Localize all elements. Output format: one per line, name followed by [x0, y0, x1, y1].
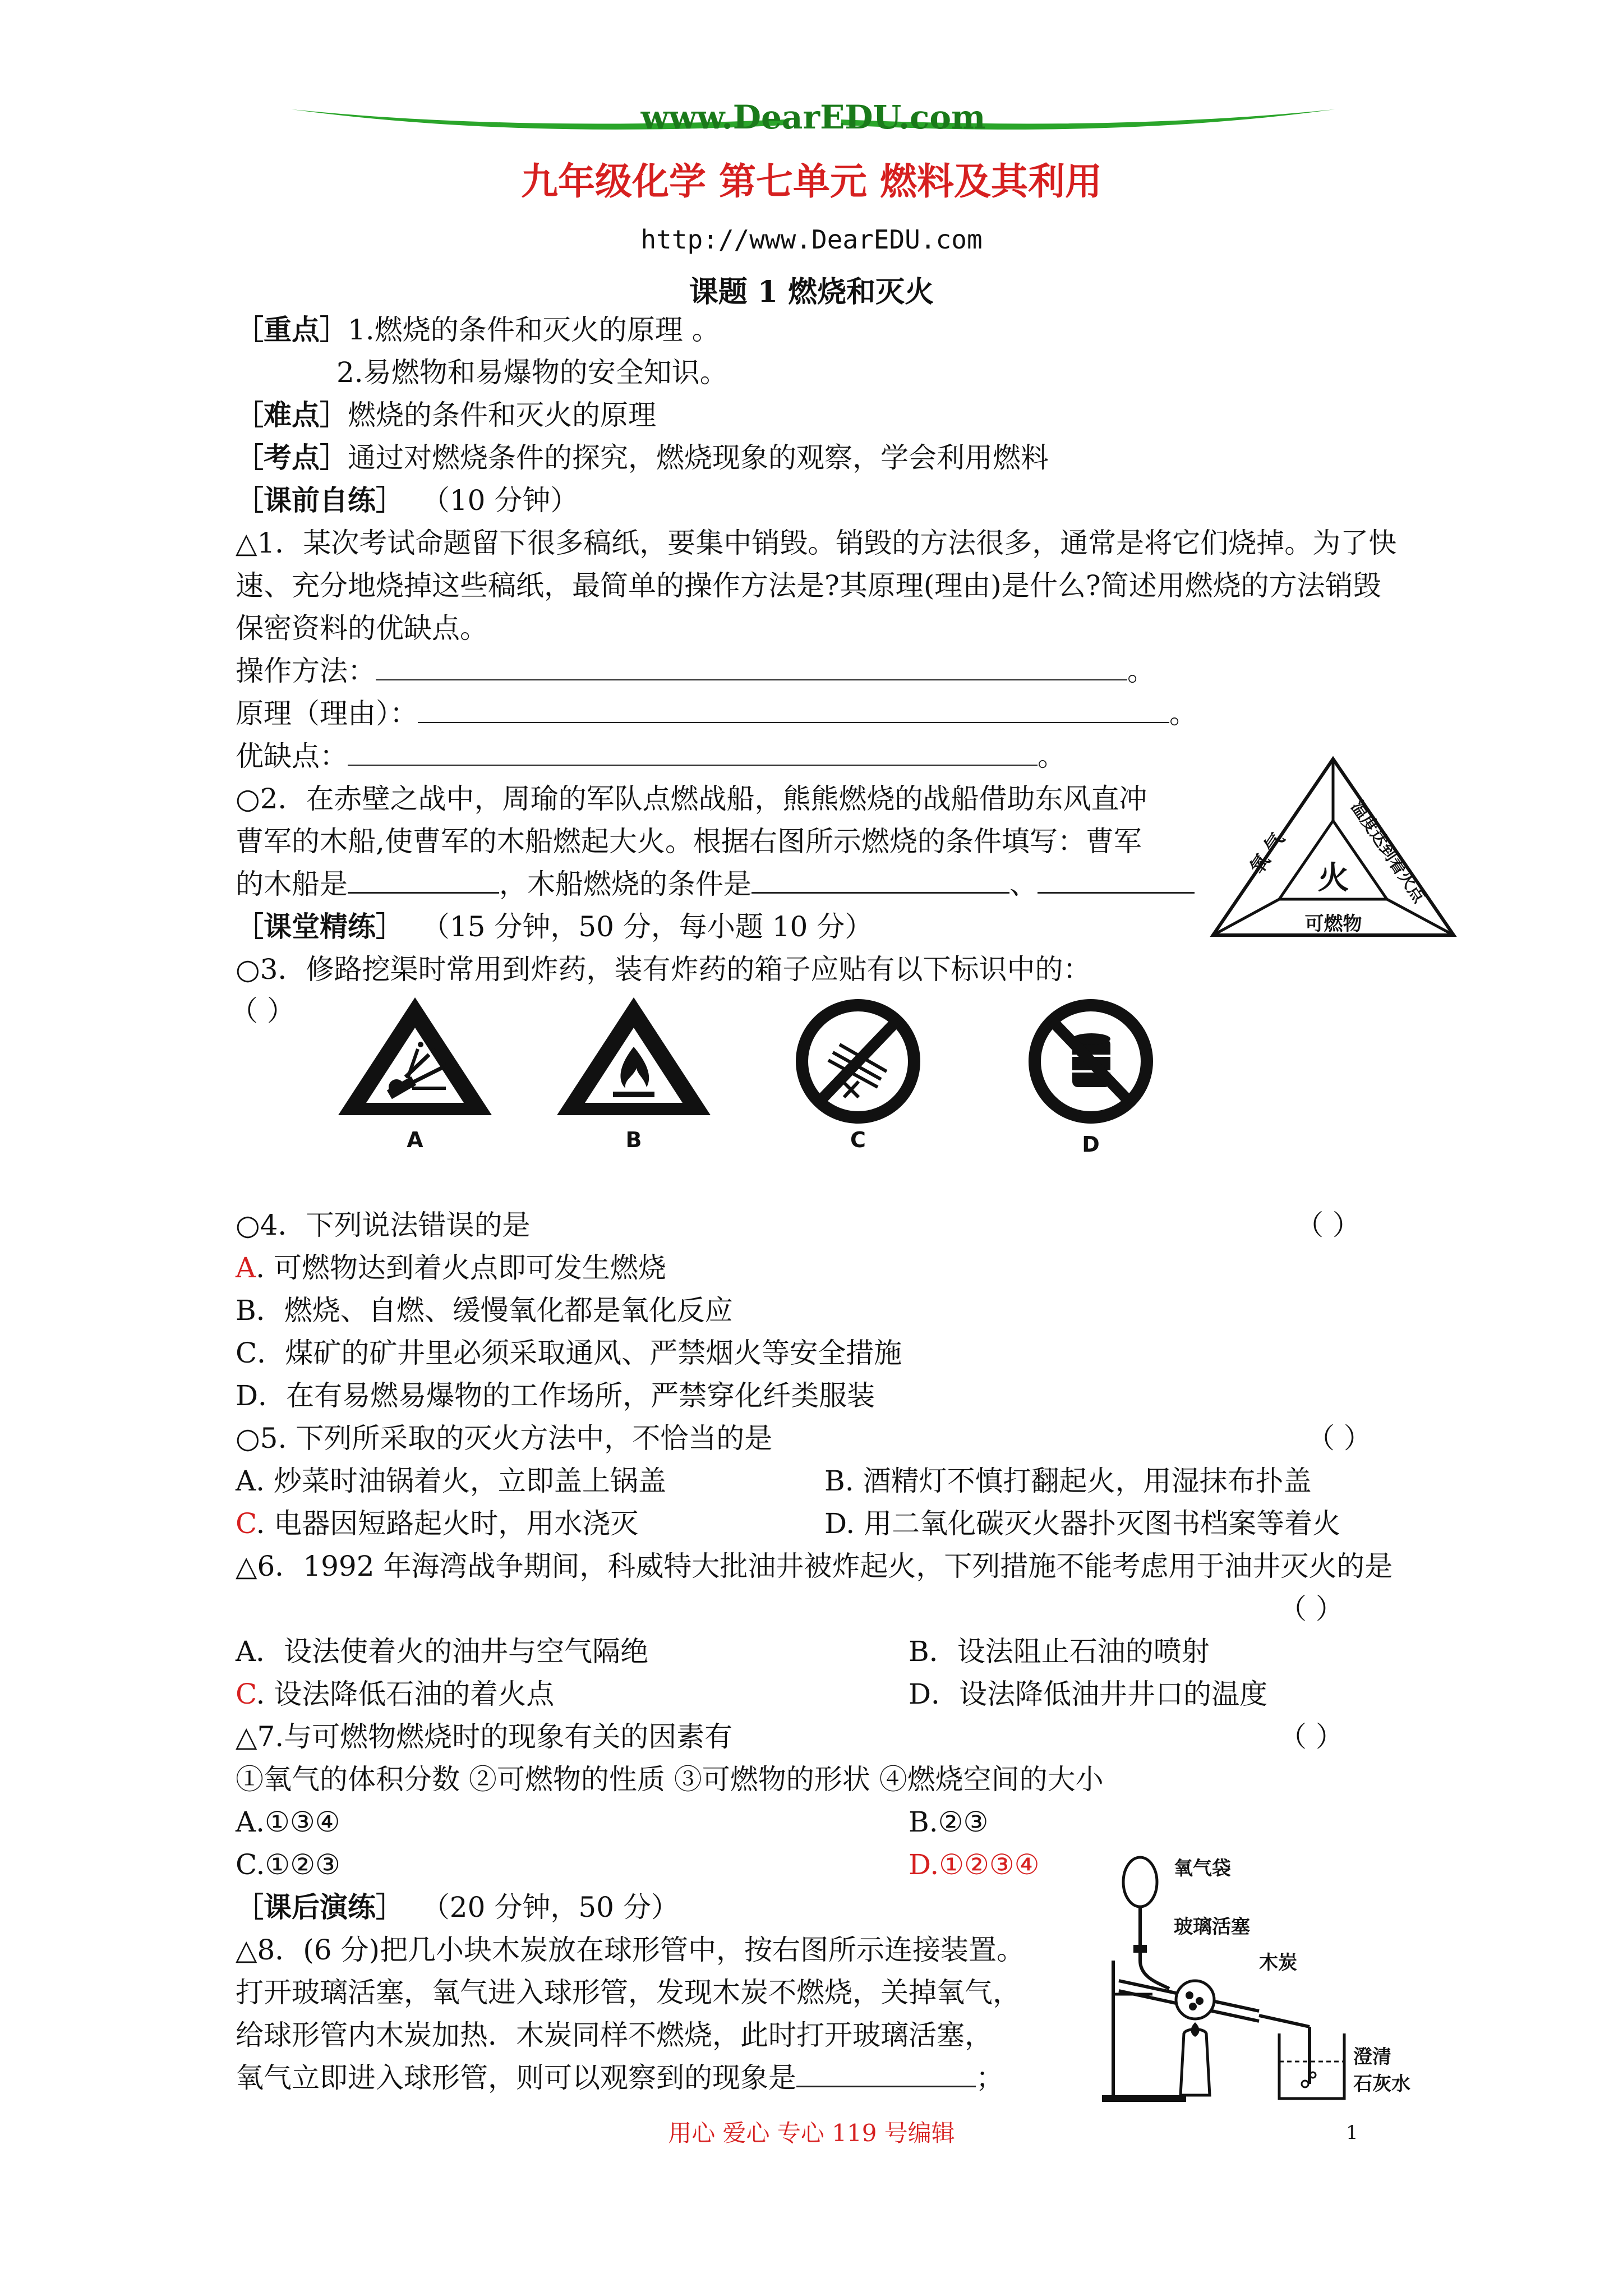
footer-text: 用心 爱心 专心 119 号编辑	[668, 2119, 955, 2147]
q8-line-4-text: 氧气立即进入球形管，则可以观察到的现象是	[236, 2062, 796, 2094]
exam-point-row	[236, 440, 1049, 476]
q2-blank-1[interactable]	[348, 866, 499, 894]
exam-point-label: ［考点］	[236, 441, 348, 474]
q8-line-4-end: ；	[976, 2062, 1004, 2094]
q1-method-period: 。	[1127, 655, 1155, 687]
q2-text-c: 、	[1009, 868, 1038, 900]
q4-option-a-text: . 可燃物达到着火点即可发生燃烧	[256, 1251, 666, 1284]
q2-blank-3[interactable]	[1038, 866, 1195, 894]
triangle-label-fire: 火	[1317, 859, 1349, 896]
sign-a-label: A	[407, 1128, 423, 1152]
sign-a[interactable]	[334, 993, 496, 1161]
flammable-warning-icon	[552, 993, 715, 1122]
q6-option-c[interactable]	[236, 1676, 554, 1712]
lesson-title: 课题 1 燃烧和灭火	[689, 275, 934, 309]
pre-class-label: ［课前自练］	[236, 484, 404, 517]
q2-blank-2[interactable]	[751, 866, 1009, 894]
q2-line-1: ○2．在赤壁之战中，周瑜的军队点燃战船，熊熊燃烧的战船借助东风直冲	[236, 783, 1147, 815]
q8-answer-blank[interactable]	[796, 2060, 976, 2087]
triangle-label-fuel: 可燃物	[1304, 913, 1362, 935]
q2-text-b: ，木船燃烧的条件是	[499, 868, 751, 900]
in-class-time: （15 分钟，50 分，每小题 10 分）	[421, 910, 873, 943]
q1-method-blank[interactable]	[376, 654, 1127, 680]
q2-line-3	[236, 866, 1195, 902]
page-number: 1	[1346, 2122, 1358, 2144]
q8-line-4	[236, 2060, 1004, 2096]
q1-reason-blank[interactable]	[418, 696, 1169, 723]
q4-option-c[interactable]: C．煤矿的矿井里必须采取通风、严禁烟火等安全措施	[236, 1337, 902, 1369]
q3-text: ○3．修路挖渠时常用到炸药，装有炸药的箱子应贴有以下标识中的：	[236, 953, 1091, 986]
q4-question: ○4．下列说法错误的是	[236, 1209, 531, 1241]
q6-option-d[interactable]: D．设法降低油井井口的温度	[909, 1678, 1268, 1710]
q6-option-b[interactable]: B．设法阻止石油的喷射	[909, 1635, 1210, 1668]
site-logo-text[interactable]: www.DearEDU.com	[640, 98, 986, 136]
q8-line-1: △8．(6 分)把几小块木炭放在球形管中，按右图所示连接装置。	[236, 1934, 1025, 1966]
sign-b-label: B	[625, 1128, 642, 1152]
label-charcoal: 木炭	[1259, 1952, 1297, 1974]
q5-option-d[interactable]: D. 用二氧化碳灭火器扑灭图书档案等着火	[824, 1507, 1341, 1540]
q1-pros-cons-blank[interactable]	[348, 739, 1038, 766]
page-title: 九年级化学 第七单元 燃料及其利用	[521, 159, 1102, 203]
q5-option-a[interactable]: A. 炒菜时油锅着火，立即盖上锅盖	[236, 1465, 666, 1497]
q3-paren[interactable]: （ ）	[230, 995, 295, 1027]
site-logo-banner	[292, 98, 1335, 137]
label-oxygen-bag: 氧气袋	[1174, 1857, 1231, 1880]
in-class-heading	[236, 909, 873, 945]
q6-option-c-text: . 设法降低石油的着火点	[256, 1678, 555, 1710]
q1-line-2: 速、充分地烧掉这些稿纸，最简单的操作方法是?其原理(理由)是什么?简述用燃烧的方法销毁	[236, 569, 1381, 602]
focus-label: ［重点］	[236, 313, 348, 346]
difficulty-row	[236, 397, 656, 433]
q5-question: ○5. 下列所采取的灭火方法中，不恰当的是	[236, 1422, 773, 1455]
no-flammable-drum-icon	[1009, 997, 1172, 1126]
q7-option-d[interactable]: D.①②③④	[909, 1848, 1040, 1881]
label-limewater-2: 石灰水	[1353, 2073, 1410, 2095]
no-explosives-icon	[777, 997, 939, 1126]
q1-reason-period: 。	[1169, 697, 1197, 730]
q5-option-c-letter: C	[236, 1507, 256, 1540]
apparatus-diagram	[1091, 1848, 1416, 2106]
difficulty-label: ［难点］	[236, 398, 348, 431]
sign-d[interactable]	[1009, 997, 1172, 1166]
q1-pros-cons-period: 。	[1038, 740, 1066, 772]
triangle-label-ignition: 温度达到着火点	[1347, 798, 1430, 907]
triangle-label-oxygen: 氧 气	[1245, 829, 1289, 878]
q1-line-3: 保密资料的优缺点。	[236, 612, 488, 645]
q1-method-row	[236, 653, 1155, 689]
q4-option-a-letter: A	[236, 1251, 256, 1284]
sign-c-label: C	[850, 1128, 866, 1152]
post-class-label: ［课后演练］	[236, 1890, 404, 1924]
q5-option-b[interactable]: B. 酒精灯不慎打翻起火，用湿抹布扑盖	[824, 1465, 1312, 1497]
in-class-label: ［课堂精练］	[236, 910, 404, 943]
q4-option-b[interactable]: B．燃烧、自燃、缓慢氧化都是氧化反应	[236, 1294, 733, 1327]
source-url[interactable]: http://www.DearEDU.com	[640, 224, 983, 255]
focus-item-1: 1.燃烧的条件和灭火的原理 。	[348, 314, 720, 346]
post-class-time: （20 分钟，50 分）	[421, 1891, 679, 1924]
q1-reason-row	[236, 696, 1197, 731]
q1-method-label: 操作方法：	[236, 655, 376, 687]
q6-question: △6．1992 年海湾战争期间，科威特大批油井被炸起火，下列措施不能考虑用于油井灭火的是	[236, 1550, 1393, 1582]
q7-paren[interactable]: （ ）	[1279, 1720, 1344, 1753]
q1-pros-cons-row	[236, 738, 1066, 774]
q7-option-a[interactable]: A.①③④	[236, 1806, 340, 1838]
pre-class-time: （10 分钟）	[421, 484, 579, 517]
difficulty-text: 燃烧的条件和灭火的原理	[348, 399, 656, 431]
post-class-heading	[236, 1889, 679, 1925]
q2-line-2: 曹军的木船,使曹军的木船燃起大火。根据右图所示燃烧的条件填写：曹军	[236, 825, 1142, 858]
q4-option-d[interactable]: D．在有易燃易爆物的工作场所，严禁穿化纤类服装	[236, 1379, 875, 1412]
q7-option-c[interactable]: C.①②③	[236, 1848, 340, 1881]
sign-d-label: D	[1082, 1132, 1100, 1157]
q6-paren[interactable]: （ ）	[1279, 1593, 1344, 1625]
q4-option-a[interactable]	[236, 1250, 666, 1286]
fire-triangle-diagram	[1209, 754, 1458, 940]
pre-class-heading	[236, 482, 578, 518]
q6-option-a[interactable]: A．设法使着火的油井与空气隔绝	[236, 1635, 649, 1668]
exam-point-text: 通过对燃烧条件的探究，燃烧现象的观察，学会利用燃料	[348, 441, 1049, 474]
q7-factors: ①氧气的体积分数 ②可燃物的性质 ③可燃物的形状 ④燃烧空间的大小	[236, 1763, 1104, 1796]
q1-pros-cons-label: 优缺点：	[236, 740, 348, 772]
q5-option-c[interactable]	[236, 1506, 638, 1542]
q6-option-c-letter: C	[236, 1678, 256, 1710]
sign-c[interactable]	[777, 997, 939, 1166]
explosive-warning-icon	[334, 993, 496, 1122]
q7-question: △7.与可燃物燃烧时的现象有关的因素有	[236, 1720, 733, 1753]
q4-paren[interactable]: （ ）	[1295, 1209, 1361, 1241]
focus-row	[236, 312, 720, 348]
q1-reason-label: 原理（理由）：	[236, 697, 418, 730]
q5-paren[interactable]: （ ）	[1307, 1422, 1372, 1455]
sign-b[interactable]	[552, 993, 715, 1161]
label-stopcock: 玻璃活塞	[1174, 1916, 1250, 1938]
q5-option-c-text: . 电器因短路起火时，用水浇灭	[256, 1507, 639, 1540]
q8-line-3: 给球形管内木炭加热．木炭同样不燃烧，此时打开玻璃活塞，	[236, 2019, 993, 2051]
label-limewater-1: 澄清	[1353, 2046, 1391, 2068]
q2-text-a: 的木船是	[236, 868, 348, 900]
q7-option-b[interactable]: B.②③	[909, 1806, 989, 1838]
q1-line-1: △1．某次考试命题留下很多稿纸，要集中销毁。销毁的方法很多，通常是将它们烧掉。为了快	[236, 527, 1397, 559]
focus-item-2: 2.易燃物和易爆物的安全知识。	[336, 356, 728, 389]
q8-line-2: 打开玻璃活塞，氧气进入球形管，发现木炭不燃烧，关掉氧气，	[236, 1976, 1021, 2009]
